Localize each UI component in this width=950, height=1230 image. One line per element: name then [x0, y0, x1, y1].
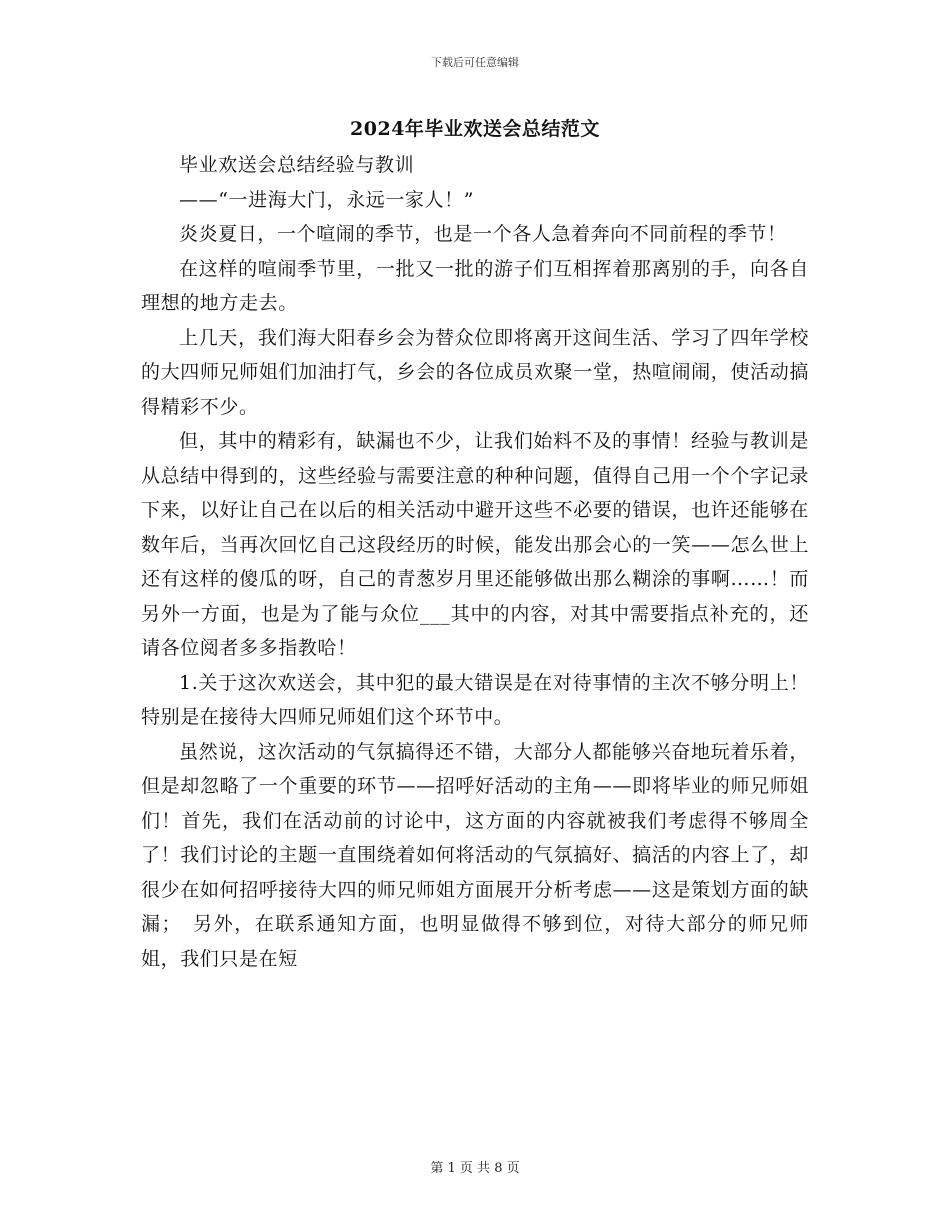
document-title: 2024年毕业欢送会总结范文 — [350, 118, 600, 140]
body-paragraph: ——“一进海大门，永远一家人！” — [179, 188, 475, 211]
body-paragraph: 毕业欢送会总结经验与教训 — [179, 154, 415, 176]
body-paragraph: 1.关于这次欢送会，其中犯的最大错误是在对待事情的主次不够分明上！特别是在接待大四师兄师姐们这个环节中。 — [141, 671, 809, 728]
body-paragraph: 但，其中的精彩有，缺漏也不少，让我们始料不及的事情！经验与教训是从总结中得到的，这些经验与需要注意的种种问题，值得自己用一个个字记录下来，以好让自己在以后的相关活动中避开这些不必要的错误，也许还能够在数年后，当再次回忆自己这段经历的时候，能发出那会心的一笑——怎么世上还有这样的傻瓜的呀，自己的青葱岁月里还能够做出那么糊涂的事啊……！而另外一方面，也是为了能与众位___其中的内容，对其中需要指点补充的，还请各位阅者多多指教哈！ — [141, 430, 809, 659]
body-paragraph: 在这样的喧闹季节里，一批又一批的游子们互相挥着那离别的手，向各自理想的地方走去。 — [141, 257, 809, 314]
body-paragraph: 上几天，我们海大阳春乡会为替众位即将离开这间生活、学习了四年学校的大四师兄师姐们加油打气，乡会的各位成员欢聚一堂，热喧闹闹，使活动搞得精彩不少。 — [141, 326, 809, 418]
body-paragraph: 虽然说，这次活动的气氛搞得还不错，大部分人都能够兴奋地玩着乐着，但是却忽略了一个重要的环节——招呼好活动的主角——即将毕业的师兄师姐们！首先，我们在活动前的讨论中，这方面的内容就被我们考虑得不够周全了！我们讨论的主题一直围绕着如何将活动的气氛搞好、搞活的内容上了，却很少在如何招呼接待大四的师兄师姐方面展开分析考虑——这是策划方面的缺漏； 另外，在联系通知方面，也明显做得不够到位，对待大部分的师兄师姐，我们只是在短 — [141, 740, 809, 970]
body-paragraph: 炎炎夏日，一个喧闹的季节，也是一个各人急着奔向不同前程的季节！ — [179, 223, 787, 245]
page-number-footer: 第 1 页 共 8 页 — [430, 1161, 520, 1176]
document-body — [141, 148, 809, 976]
header-note: 下载后可任意编辑 — [431, 56, 519, 69]
